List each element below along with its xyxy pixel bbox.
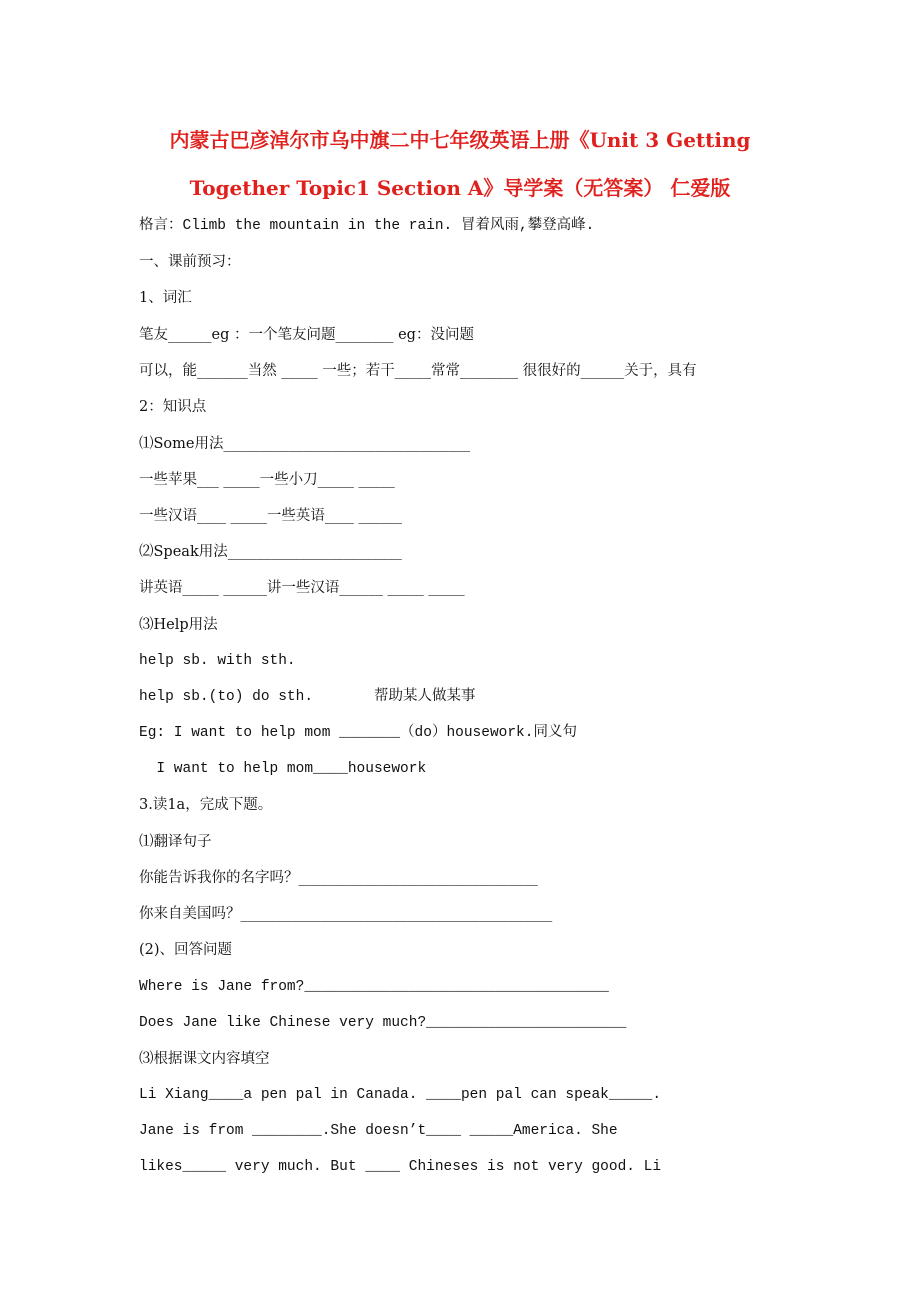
text-line: 格言：Climb the mountain in the rain. 冒着风雨,攀登高峰.: [139, 218, 595, 234]
text-line: (2)、回答问题: [139, 942, 233, 958]
text-line: 一些苹果___ _____一些小刀_____ _____: [139, 472, 395, 488]
text-line: ⑶根据课文内容填空: [139, 1051, 270, 1067]
text-line: 2：知识点: [139, 399, 207, 415]
text-line: 一、课前预习：: [139, 254, 241, 270]
text-line: 一些汉语____ _____一些英语____ ______: [139, 508, 402, 524]
text-line: ⑴Some用法__________________________________: [139, 436, 470, 452]
document-title-line-1: 内蒙古巴彦淖尔市乌中旗二中七年级英语上册《Unit 3 Getting: [169, 128, 751, 152]
text-line: I want to help mom____housework: [139, 761, 427, 777]
text-line: Jane is from ________.She doesn’t____ _____America. She: [139, 1123, 618, 1139]
text-line: ⑵Speak用法________________________: [139, 544, 402, 560]
text-line: Eg: I want to help mom _______（do）housework.同义句: [139, 725, 577, 741]
text-line: Li Xiang____a pen pal in Canada. ____pen pal can speak_____.: [139, 1087, 662, 1103]
document-title-line-2: Together Topic1 Section A》导学案（无答案） 仁爱版: [189, 176, 731, 200]
text-line: Does Jane like Chinese very much?_______________________: [139, 1015, 627, 1031]
text-line: Where is Jane from?___________________________________: [139, 979, 609, 995]
text-line: 讲英语_____ ______讲一些汉语______ _____ _____: [139, 580, 465, 596]
text-line: 你能告诉我你的名字吗？_________________________________: [139, 870, 538, 886]
text-line: 你来自美国吗？___________________________________________: [139, 906, 553, 922]
text-line: 1、词汇: [139, 290, 192, 306]
text-line: 笔友______eg ：一个笔友问题________ eg：没问题: [139, 327, 474, 343]
text-line: help sb.(to) do sth. 帮助某人做某事: [139, 689, 476, 705]
text-line: 3.读1a，完成下题。: [139, 797, 273, 813]
text-line: ⑴翻译句子: [139, 834, 212, 850]
text-line: ⑶Help用法: [139, 617, 218, 633]
text-line: likes_____ very much. But ____ Chineses is not very good. Li: [139, 1159, 662, 1175]
text-line: help sb. with sth.: [139, 653, 296, 669]
text-line: 可以，能_______当然 _____ 一些；若干_____常常________ 很很好的______关于，具有: [139, 363, 697, 379]
